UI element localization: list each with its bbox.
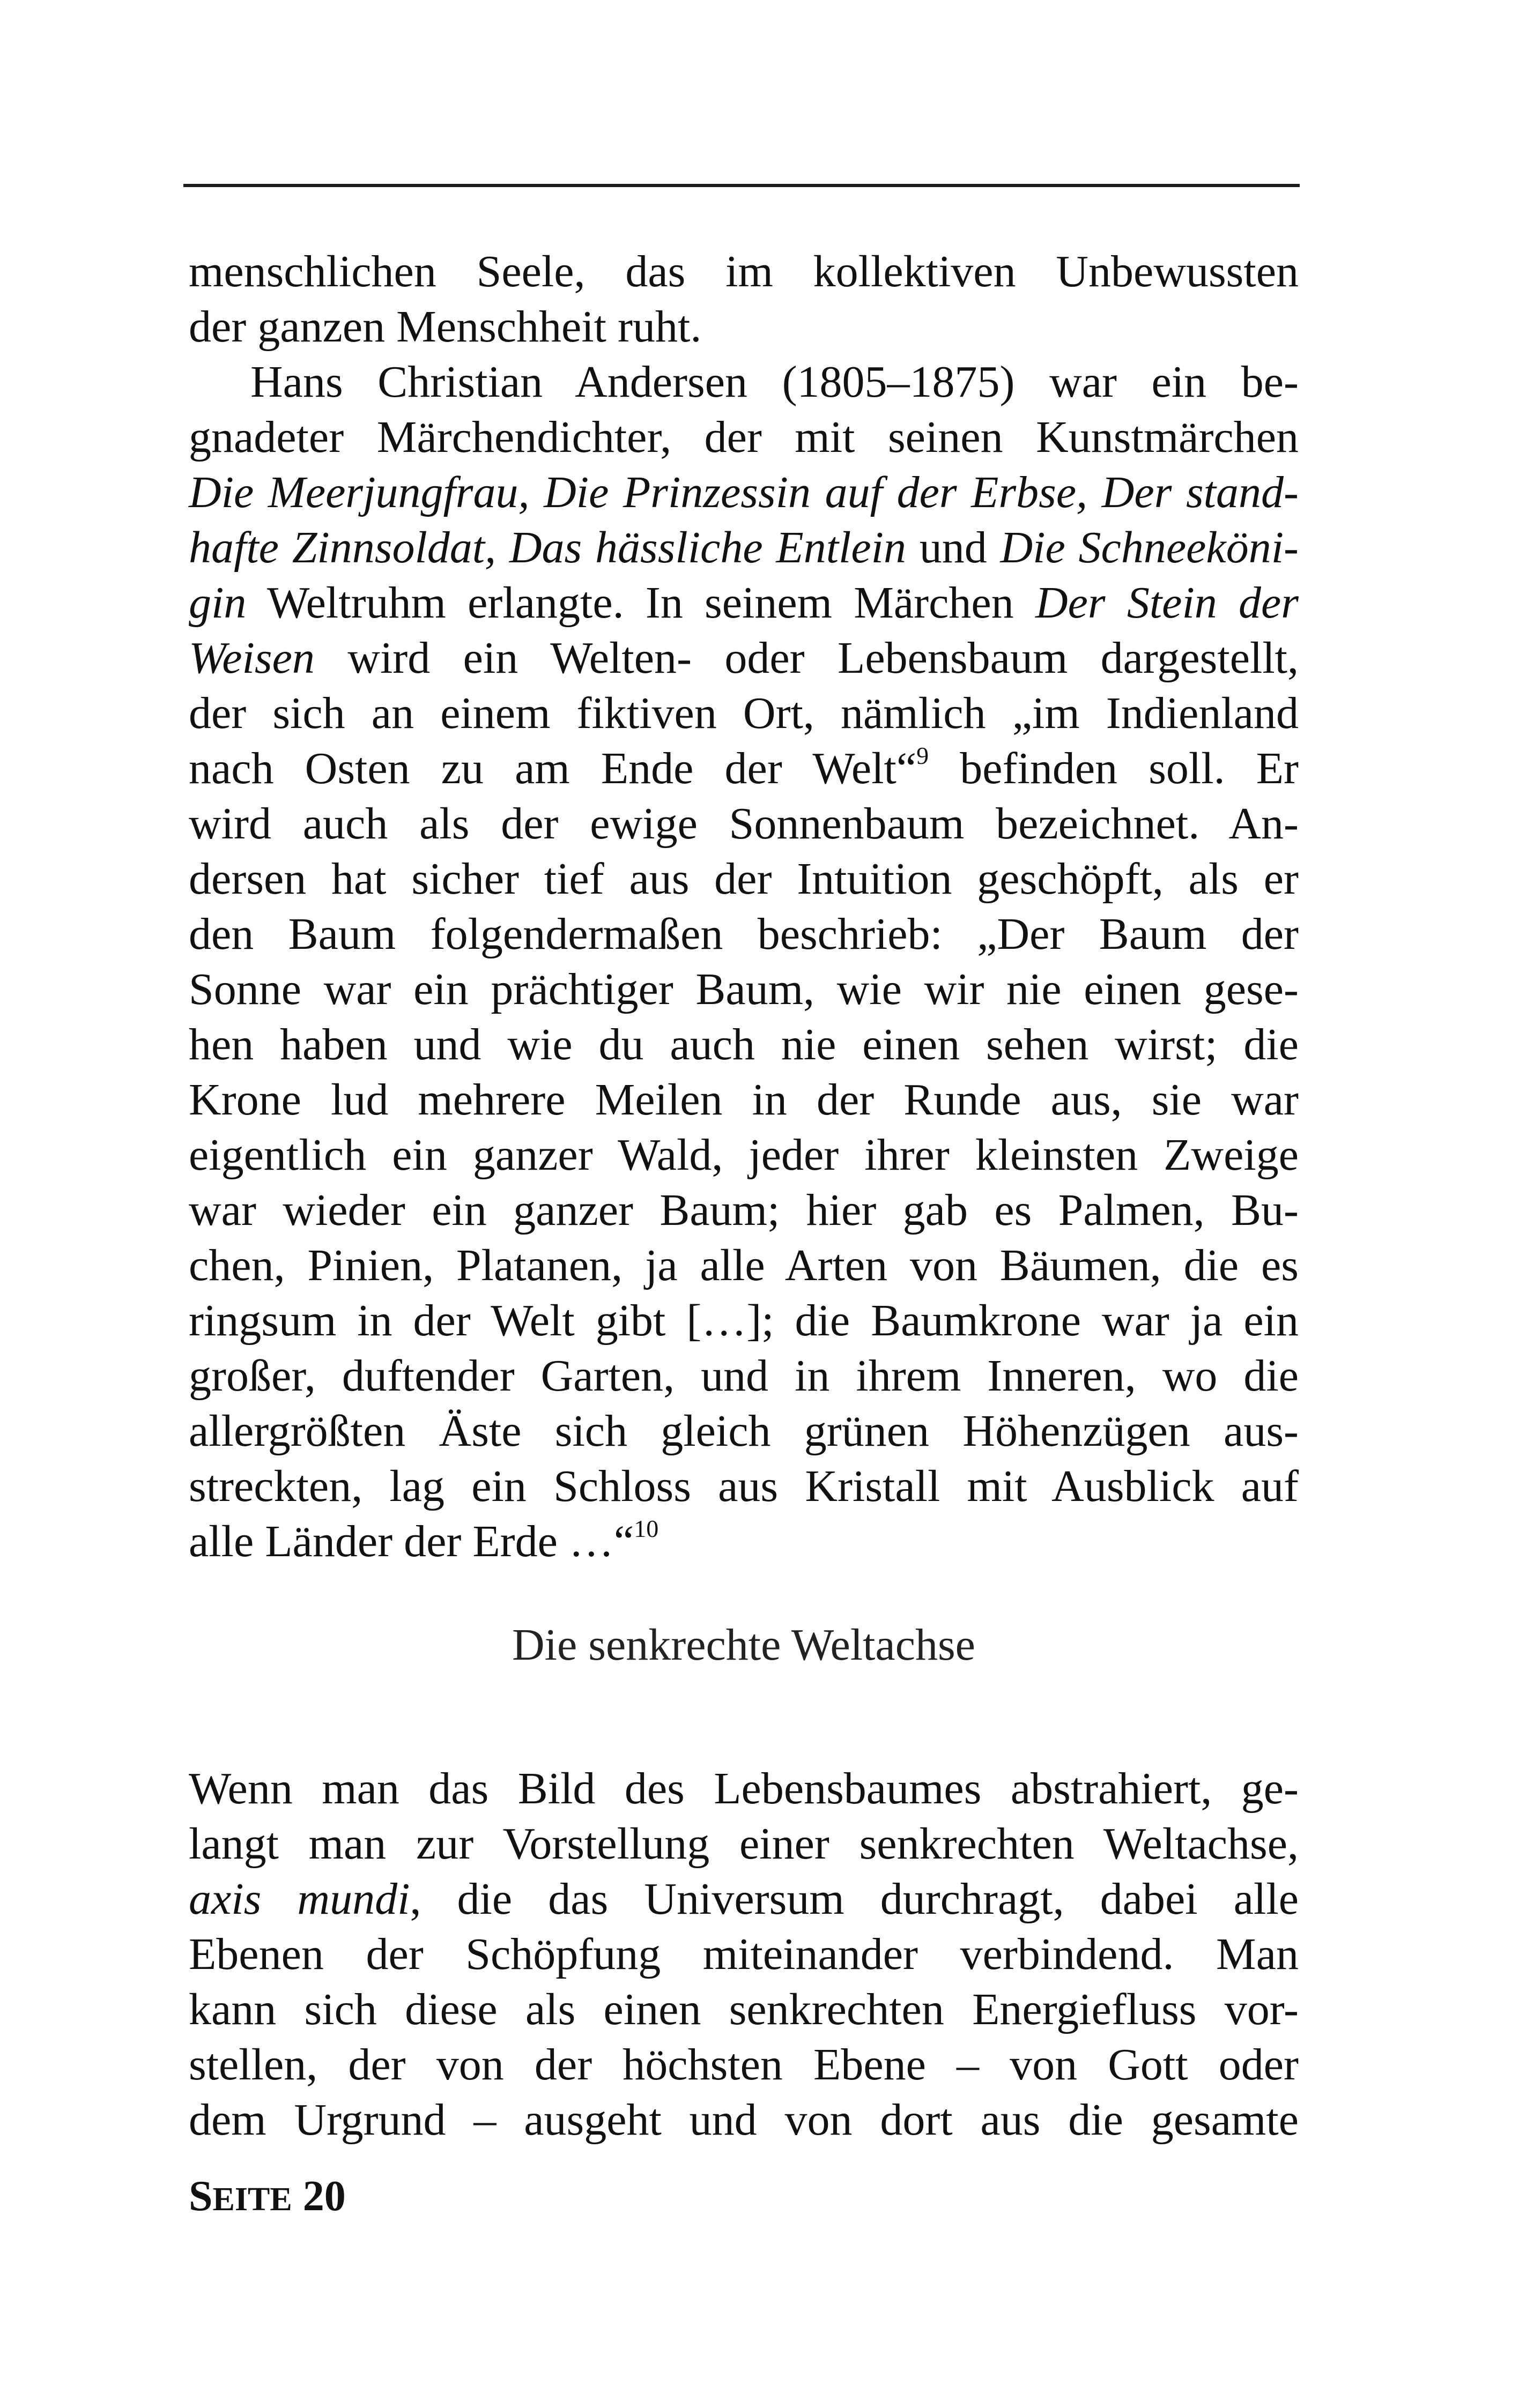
text-fragment: nach Osten zu am Ende der Welt“ [189, 744, 917, 793]
text-line: hen haben und wie du auch nie einen sehen wirst; die [189, 1020, 1299, 1069]
text-line [189, 630, 1299, 686]
text-fragment: alle Länder der Erde …“ [189, 1517, 634, 1566]
page-label-initial: S [189, 2173, 213, 2220]
text-line: ringsum in der Welt gibt […]; die Baumkrone war ja ein [189, 1296, 1299, 1346]
page-footer [189, 2169, 346, 2226]
text-line: dersen hat sicher tief aus der Intuition geschöpft, als er [189, 854, 1299, 904]
text-fragment: und [906, 523, 1001, 573]
footnote-ref-10[interactable]: 10 [634, 1515, 659, 1542]
text-line [189, 520, 1299, 575]
page-number: 20 [302, 2173, 346, 2220]
text-line: menschlichen Seele, das im kollektiven Unbewussten [189, 247, 1299, 296]
text-line [189, 1871, 1299, 1927]
book-titles-italic: Die Meerjungfrau, Die Prinzessin auf der Erbse, Der stand- [189, 467, 1299, 517]
text-line: chen, Pinien, Platanen, ja alle Arten von Bäumen, die es [189, 1240, 1299, 1290]
text-line: Hans Christian Andersen (1805–1875) war ein be- [250, 357, 1299, 407]
text-line: Ebenen der Schöpfung miteinander verbindend. Man [189, 1929, 1299, 1979]
header-rule [183, 184, 1300, 187]
text-fragment: Weltruhm erlangte. In seinem Märchen [246, 578, 1035, 628]
text-line: Sonne war ein prächtiger Baum, wie wir nie einen gese- [189, 964, 1299, 1014]
text-line: wird auch als der ewige Sonnenbaum bezeichnet. An- [189, 799, 1299, 849]
book-titles-italic: hafte Zinnsoldat, Das hässliche Entlein [189, 523, 906, 573]
text-line [189, 575, 1299, 630]
text-line: den Baum folgendermaßen beschrieb: „Der Baum der [189, 909, 1299, 959]
book-titles-italic: Die Schneeköni- [1000, 523, 1299, 573]
text-line [189, 465, 1299, 520]
text-line: dem Urgrund – ausgeht und von dort aus die gesamte [189, 2095, 1299, 2145]
body-text-bottom [189, 1761, 1299, 2147]
text-line: großer, duftender Garten, und in ihrem Inneren, wo die [189, 1351, 1299, 1401]
text-line: stellen, der von der höchsten Ebene – von Gott oder [189, 2040, 1299, 2090]
text-fragment: wird ein Welten- oder Lebensbaum dargestellt, [314, 633, 1299, 683]
text-line: eigentlich ein ganzer Wald, jeder ihrer kleinsten Zweige [189, 1130, 1299, 1180]
text-line: der sich an einem fiktiven Ort, nämlich „im Indienland [189, 688, 1299, 738]
text-line: war wieder ein ganzer Baum; hier gab es Palmen, Bu- [189, 1185, 1299, 1235]
page-label-rest: EITE [212, 2181, 292, 2218]
text-fragment: befinden soll. Er [929, 744, 1299, 793]
text-line: streckten, lag ein Schloss aus Kristall mit Ausblick auf [189, 1461, 1299, 1511]
body-text-top [189, 244, 1299, 1569]
section-heading: Die senkrechte Weltachse [512, 1620, 975, 1670]
text-line: gnadeter Märchendichter, der mit seinen Kunstmärchen [189, 412, 1299, 462]
book-titles-italic: Weisen [189, 633, 315, 683]
text-fragment: , die das Universum durchragt, dabei alle [410, 1874, 1299, 1924]
text-line: der ganzen Menschheit ruht. [189, 302, 702, 352]
book-titles-italic: Der Stein der [1035, 578, 1299, 628]
text-line: Wenn man das Bild des Lebensbaumes abstrahiert, ge- [189, 1764, 1299, 1814]
text-line: kann sich diese als einen senkrechten Energiefluss vor- [189, 1985, 1299, 2034]
footnote-ref-9[interactable]: 9 [916, 742, 929, 769]
text-line: allergrößten Äste sich gleich grünen Höhenzügen aus- [189, 1406, 1299, 1456]
text-line [189, 1514, 1299, 1569]
book-titles-italic: gin [189, 578, 247, 628]
text-line: Krone lud mehrere Meilen in der Runde aus, sie war [189, 1075, 1299, 1125]
text-line [189, 741, 1299, 796]
text-line: langt man zur Vorstellung einer senkrechten Weltachse, [189, 1819, 1299, 1869]
latin-term-italic: axis mundi [189, 1874, 410, 1924]
